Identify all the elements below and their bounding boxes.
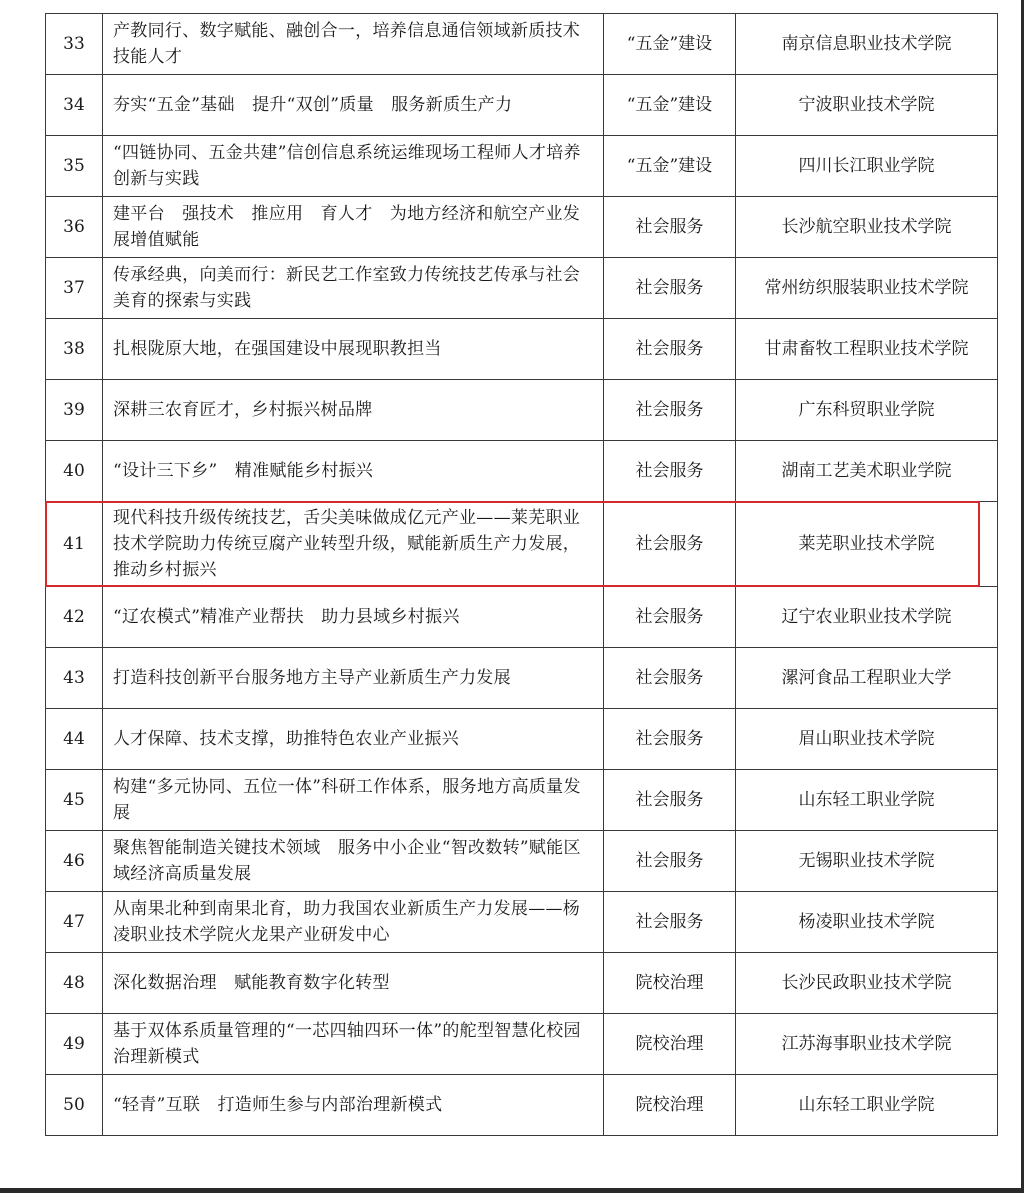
- table-row: [46, 770, 998, 831]
- school-name: 杨凌职业技术学院: [736, 892, 998, 953]
- case-category: 院校治理: [604, 953, 736, 1014]
- school-name: 甘肃畜牧工程职业技术学院: [736, 319, 998, 380]
- row-number: 42: [46, 587, 103, 648]
- table-row: [46, 319, 998, 380]
- table-row: [46, 14, 998, 75]
- row-number: 36: [46, 197, 103, 258]
- row-number: 38: [46, 319, 103, 380]
- case-title: 夯实“五金”基础 提升“双创”质量 服务新质生产力: [103, 75, 604, 136]
- case-title: 打造科技创新平台服务地方主导产业新质生产力发展: [103, 648, 604, 709]
- table-row: [46, 587, 998, 648]
- school-name: 眉山职业技术学院: [736, 709, 998, 770]
- case-category: 社会服务: [604, 648, 736, 709]
- case-title: 基于双体系质量管理的“一芯四轴四环一体”的舵型智慧化校园治理新模式: [103, 1014, 604, 1075]
- case-title: 聚焦智能制造关键技术领域 服务中小企业“智改数转”赋能区域经济高质量发展: [103, 831, 604, 892]
- case-category: 社会服务: [604, 502, 736, 587]
- school-name: 四川长江职业学院: [736, 136, 998, 197]
- case-category: 社会服务: [604, 587, 736, 648]
- table-row: [46, 1075, 998, 1136]
- row-number: 35: [46, 136, 103, 197]
- case-category: 社会服务: [604, 319, 736, 380]
- table-row: [46, 1014, 998, 1075]
- school-name: 南京信息职业技术学院: [736, 14, 998, 75]
- case-category: 社会服务: [604, 831, 736, 892]
- school-name: 广东科贸职业学院: [736, 380, 998, 441]
- case-category: “五金”建设: [604, 136, 736, 197]
- page-edge-bottom: [0, 1188, 1024, 1193]
- case-category: 社会服务: [604, 709, 736, 770]
- case-title: 产教同行、数字赋能、融创合一，培养信息通信领域新质技术技能人才: [103, 14, 604, 75]
- row-number: 48: [46, 953, 103, 1014]
- school-name: 无锡职业技术学院: [736, 831, 998, 892]
- case-category: “五金”建设: [604, 75, 736, 136]
- row-number: 49: [46, 1014, 103, 1075]
- row-number: 50: [46, 1075, 103, 1136]
- case-title: 现代科技升级传统技艺，舌尖美味做成亿元产业——莱芜职业技术学院助力传统豆腐产业转型升级，赋能新质生产力发展，推动乡村振兴: [103, 502, 604, 587]
- table-body: [46, 14, 998, 1136]
- case-title: 扎根陇原大地，在强国建设中展现职教担当: [103, 319, 604, 380]
- row-number: 44: [46, 709, 103, 770]
- table-row: [46, 380, 998, 441]
- case-title: “四链协同、五金共建”信创信息系统运维现场工程师人才培养创新与实践: [103, 136, 604, 197]
- case-title: 构建“多元协同、五位一体”科研工作体系，服务地方高质量发展: [103, 770, 604, 831]
- case-category: 社会服务: [604, 892, 736, 953]
- table-row: [46, 648, 998, 709]
- case-title: “轻青”互联 打造师生参与内部治理新模式: [103, 1075, 604, 1136]
- table-row: [46, 892, 998, 953]
- case-category: 社会服务: [604, 258, 736, 319]
- case-list-table: [45, 13, 998, 1136]
- table-row: [46, 136, 998, 197]
- school-name: 莱芜职业技术学院: [736, 502, 998, 587]
- case-category: 院校治理: [604, 1075, 736, 1136]
- case-category: 社会服务: [604, 197, 736, 258]
- table-row: [46, 441, 998, 502]
- case-title: 从南果北种到南果北育，助力我国农业新质生产力发展——杨凌职业技术学院火龙果产业研发中心: [103, 892, 604, 953]
- school-name: 湖南工艺美术职业学院: [736, 441, 998, 502]
- case-category: 院校治理: [604, 1014, 736, 1075]
- row-number: 34: [46, 75, 103, 136]
- case-title: “辽农模式”精准产业帮扶 助力县域乡村振兴: [103, 587, 604, 648]
- school-name: 辽宁农业职业技术学院: [736, 587, 998, 648]
- case-title: 深化数据治理 赋能教育数字化转型: [103, 953, 604, 1014]
- case-title: 传承经典，向美而行：新民艺工作室致力传统技艺传承与社会美育的探索与实践: [103, 258, 604, 319]
- case-category: “五金”建设: [604, 14, 736, 75]
- school-name: 宁波职业技术学院: [736, 75, 998, 136]
- row-number: 41: [46, 502, 103, 587]
- row-number: 43: [46, 648, 103, 709]
- table-row: [46, 953, 998, 1014]
- table-row: [46, 258, 998, 319]
- school-name: 长沙航空职业技术学院: [736, 197, 998, 258]
- case-category: 社会服务: [604, 380, 736, 441]
- table-row: [46, 831, 998, 892]
- case-title: 建平台 强技术 推应用 育人才 为地方经济和航空产业发展增值赋能: [103, 197, 604, 258]
- row-number: 37: [46, 258, 103, 319]
- row-number: 46: [46, 831, 103, 892]
- table-row-highlighted: [46, 502, 998, 587]
- row-number: 40: [46, 441, 103, 502]
- case-category: 社会服务: [604, 441, 736, 502]
- row-number: 45: [46, 770, 103, 831]
- case-title: 深耕三农育匠才，乡村振兴树品牌: [103, 380, 604, 441]
- school-name: 漯河食品工程职业大学: [736, 648, 998, 709]
- row-number: 39: [46, 380, 103, 441]
- case-title: 人才保障、技术支撑，助推特色农业产业振兴: [103, 709, 604, 770]
- case-title: “设计三下乡” 精准赋能乡村振兴: [103, 441, 604, 502]
- table-row: [46, 75, 998, 136]
- school-name: 长沙民政职业技术学院: [736, 953, 998, 1014]
- row-number: 33: [46, 14, 103, 75]
- table-row: [46, 197, 998, 258]
- row-number: 47: [46, 892, 103, 953]
- case-category: 社会服务: [604, 770, 736, 831]
- school-name: 山东轻工职业学院: [736, 1075, 998, 1136]
- school-name: 江苏海事职业技术学院: [736, 1014, 998, 1075]
- school-name: 山东轻工职业学院: [736, 770, 998, 831]
- table-row: [46, 709, 998, 770]
- school-name: 常州纺织服装职业技术学院: [736, 258, 998, 319]
